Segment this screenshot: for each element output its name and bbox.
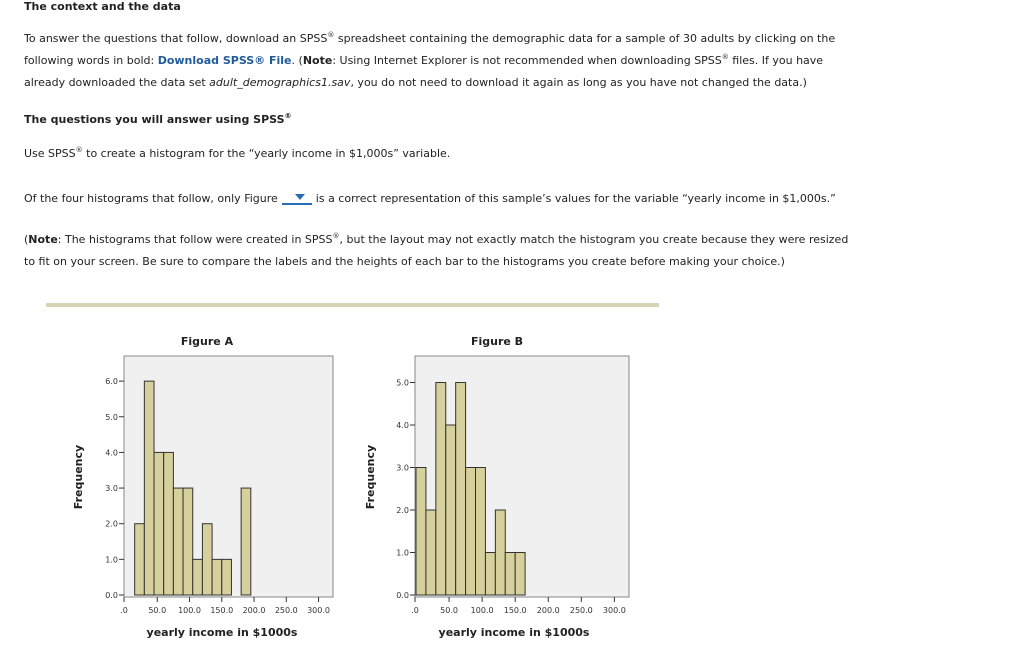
registered-mark: ®: [327, 31, 335, 39]
x-tick-label: 250.0: [274, 606, 298, 615]
histogram-bar: [515, 553, 525, 596]
question-text: Of the four histograms that follow, only Figure: [24, 192, 278, 205]
questions-heading-text: The questions you will answer using SPSS: [24, 113, 285, 126]
note-label: Note: [28, 233, 58, 246]
histogram-bar: [416, 468, 426, 596]
histogram-bar: [212, 559, 222, 595]
intro-text: To answer the questions that follow, download an SPSS: [24, 32, 328, 45]
registered-mark: ®: [284, 112, 292, 120]
data-file-name: adult_demographics1.sav: [209, 76, 351, 89]
y-tick-label: 3.0: [396, 463, 409, 473]
figure-title: Figure A: [180, 335, 234, 348]
section-heading: The context and the data: [24, 0, 181, 13]
x-tick-label: 150.0: [210, 606, 234, 615]
y-tick-label: 6.0: [105, 377, 118, 387]
instruction-text: Use SPSS: [24, 147, 76, 160]
x-tick-label: 50.0: [440, 606, 458, 615]
y-tick-label: 2.0: [105, 519, 118, 529]
x-tick-label: .0: [120, 606, 128, 615]
histogram-bar: [436, 383, 446, 596]
x-tick-label: 300.0: [602, 606, 626, 615]
histogram-bar: [456, 383, 466, 596]
note-text: , but the layout may not exactly match the histogram you create because they were resized: [339, 233, 849, 246]
x-tick-label: 300.0: [307, 606, 331, 615]
x-tick-label: .0: [411, 606, 419, 615]
y-tick-label: 1.0: [396, 548, 409, 558]
note-line-2: to fit on your screen. Be sure to compare the labels and the heights of each bar to the histograms you create before making your choice.): [24, 255, 785, 268]
x-tick-label: 100.0: [178, 606, 201, 615]
histogram-bar: [202, 524, 212, 595]
intro-text: spreadsheet containing the demographic data for a sample of 30 adults by clicking on the: [334, 32, 836, 45]
note-label: Note: [302, 54, 333, 67]
y-tick-label: 4.0: [105, 448, 118, 458]
y-tick-label: 0.0: [105, 591, 118, 600]
intro-text: : Using Internet Explorer is not recommended when downloading SPSS: [332, 54, 722, 67]
histogram-bar: [466, 468, 476, 596]
x-tick-label: 250.0: [569, 606, 593, 615]
y-axis-label: Frequency: [72, 444, 85, 510]
y-tick-label: 0.0: [396, 591, 409, 600]
x-tick-label: 200.0: [536, 606, 560, 615]
histogram-bar: [476, 468, 486, 596]
x-tick-label: 150.0: [503, 606, 527, 615]
histogram-bar: [222, 559, 232, 595]
x-tick-label: 200.0: [242, 606, 266, 615]
histogram-bar: [164, 452, 174, 595]
x-tick-label: 50.0: [148, 606, 167, 615]
histogram-bar: [154, 452, 164, 595]
intro-text: already downloaded the data set: [24, 76, 210, 89]
y-tick-label: 5.0: [105, 412, 118, 422]
histogram-bar: [495, 510, 505, 595]
intro-text: files. If you have: [728, 54, 824, 67]
registered-mark: ®: [75, 146, 83, 154]
figure-title: Figure B: [470, 335, 524, 348]
histogram-bar: [426, 510, 436, 595]
y-axis-label: Frequency: [364, 444, 377, 510]
histogram-bar: [505, 553, 515, 596]
intro-text: following words in bold:: [24, 54, 158, 67]
histogram-bar: [144, 381, 154, 595]
y-tick-label: 3.0: [105, 484, 118, 494]
histogram-bar: [193, 559, 203, 595]
histogram-bar: [135, 524, 145, 595]
histogram-bar: [446, 425, 456, 595]
question-text: is a correct representation of this sample’s values for the variable “yearly income in $1,000s.”: [315, 192, 836, 205]
y-tick-label: 2.0: [396, 506, 409, 515]
note-text: (: [24, 233, 29, 246]
histogram-bar: [173, 488, 183, 595]
note-text: : The histograms that follow were created in SPSS: [57, 233, 333, 246]
intro-text: . (: [291, 54, 303, 67]
intro-text: , you do not need to download it again as long as you have not changed the data.): [350, 76, 807, 89]
histogram-bar: [183, 488, 193, 595]
y-tick-label: 4.0: [396, 421, 409, 430]
x-axis-label: yearly income in $1000s: [146, 626, 298, 639]
y-tick-label: 1.0: [105, 555, 118, 565]
x-axis-label: yearly income in $1000s: [438, 626, 590, 639]
histogram-bar: [241, 488, 251, 595]
histogram-bar: [485, 553, 495, 596]
y-tick-label: 5.0: [396, 378, 409, 388]
download-spss-link[interactable]: Download SPSS® File: [157, 54, 292, 67]
registered-mark: ®: [721, 53, 729, 61]
x-tick-label: 100.0: [470, 606, 494, 615]
instruction-text: to create a histogram for the “yearly income in $1,000s” variable.: [82, 147, 451, 160]
registered-mark: ®: [332, 232, 340, 240]
